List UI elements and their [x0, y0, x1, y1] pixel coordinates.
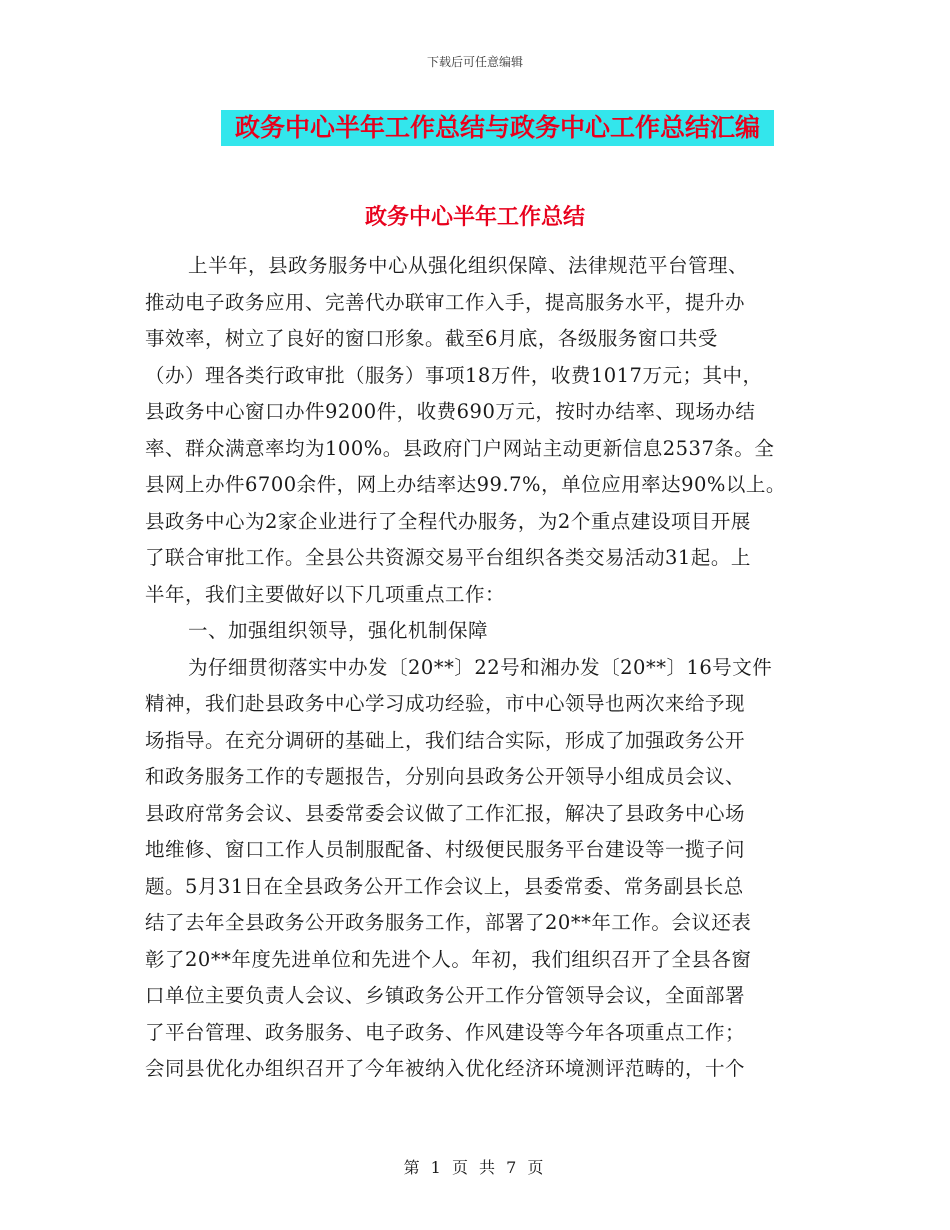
paragraph-line: 县政务中心为2家企业进行了全程代办服务，为2个重点建设项目开展 — [145, 509, 751, 533]
paragraph-line: 彰了20**年度先进单位和先进个人。年初，我们组织召开了全县各窗 — [145, 947, 752, 971]
paragraph-line: 了联合审批工作。全县公共资源交易平台组织各类交易活动31起。上 — [145, 546, 751, 569]
header-note: 下载后可任意编辑 — [426, 55, 523, 69]
paragraph-line: 县政务中心窗口办件9200件，收费690万元，按时办结率、现场办结 — [145, 400, 756, 423]
paragraph-line: 推动电子政务应用、完善代办联审工作入手，提高服务水平，提升办 — [145, 290, 746, 314]
section-title: 政务中心半年工作总结 — [364, 205, 585, 230]
paragraph-line: 事效率，树立了良好的窗口形象。截至6月底，各级服务窗口共受 — [145, 327, 718, 350]
paragraph-line: 会同县优化办组织召开了今年被纳入优化经济环境测评范畴的，十个 — [145, 1057, 746, 1080]
paragraph-line: 场指导。在充分调研的基础上，我们结合实际，形成了加强政务公开 — [145, 728, 746, 752]
paragraph-line: 地维修、窗口工作人员制服配备、村级便民服务平台建设等一揽子问 — [145, 838, 746, 861]
paragraph-line: 精神，我们赴县政务中心学习成功经验，市中心领导也两次来给予现 — [145, 692, 746, 715]
paragraph-line: 了平台管理、政务服务、电子政务、作风建设等今年各项重点工作； — [145, 1020, 746, 1044]
paragraph-line: 结了去年全县政务公开政务服务工作，部署了20**年工作。会议还表 — [145, 911, 752, 934]
paragraph-line: 率、群众满意率均为100%。县政府门户网站主动更新信息2537条。全 — [145, 436, 775, 460]
paragraph-line: 县网上办件6700余件，网上办结率达99.7%，单位应用率达90%以上。 — [145, 473, 786, 496]
paragraph-line: 上半年，县政务服务中心从强化组织保障、法律规范平台管理、 — [188, 254, 749, 277]
paragraph-line: 和政务服务工作的专题报告，分别向县政务公开领导小组成员会议、 — [145, 765, 746, 788]
subheading-line: 一、加强组织领导，强化机制保障 — [188, 619, 489, 642]
paragraph-line: 题。5月31日在全县政务公开工作会议上，县委常委、常务副县长总 — [145, 874, 744, 898]
paragraph-line: 口单位主要负责人会议、乡镇政务公开工作分管领导会议，全面部署 — [145, 984, 746, 1007]
document-title: 政务中心半年工作总结与政务中心工作总结汇编 — [221, 110, 774, 146]
paragraph-line: 为仔细贯彻落实中办发〔20**〕22号和湘办发〔20**〕16号文件 — [188, 655, 773, 679]
document-body — [145, 248, 835, 1088]
paragraph-line: 县政府常务会议、县委常委会议做了工作汇报，解决了县政务中心场 — [145, 801, 746, 825]
page-number-footer: 第 1 页 共 7 页 — [403, 1158, 547, 1177]
paragraph-line: 半年，我们主要做好以下几项重点工作： — [145, 582, 506, 606]
paragraph-line: （办）理各类行政审批（服务）事项18万件，收费1017万元；其中， — [145, 363, 763, 387]
